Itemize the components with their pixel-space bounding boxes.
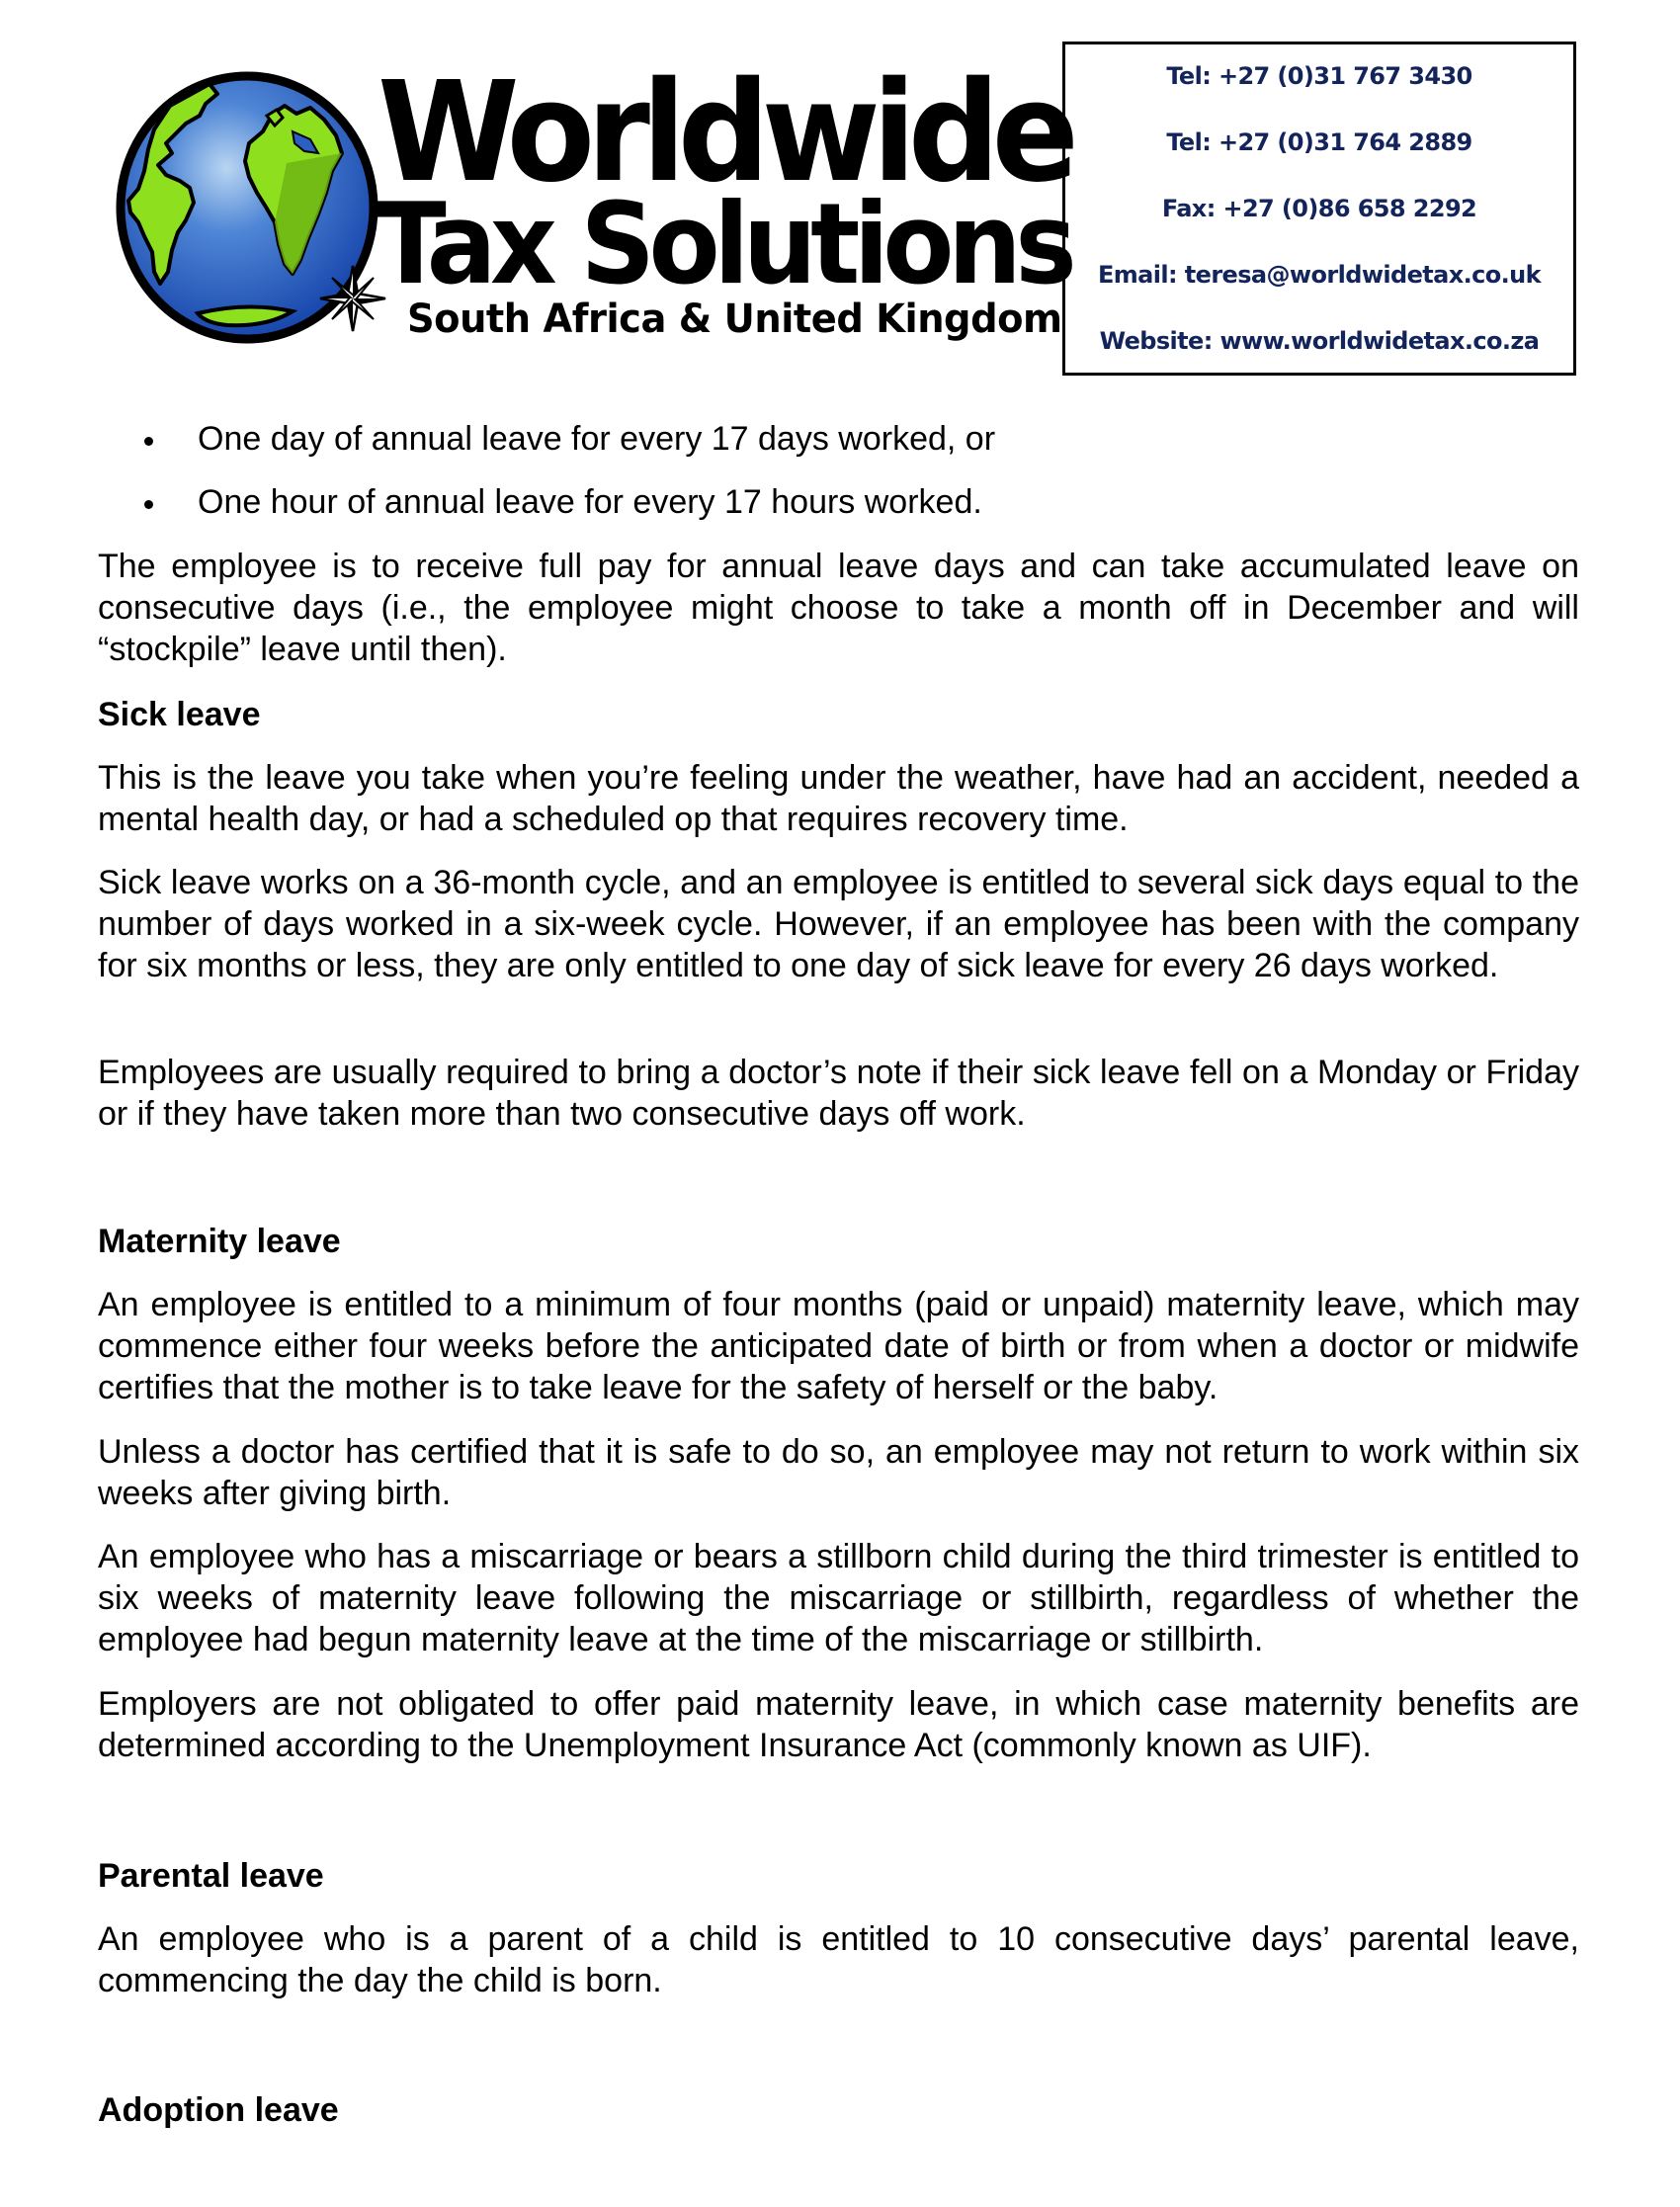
contact-fax: Fax: +27 (0)86 658 2292 — [1161, 195, 1477, 222]
contact-tel-2[interactable]: Tel: +27 (0)31 764 2889 — [1166, 128, 1472, 156]
company-logo — [99, 52, 1071, 371]
bullet-icon — [144, 500, 153, 509]
contact-email-link[interactable]: Email: teresa@worldwidetax.co.uk — [1097, 261, 1542, 289]
section-heading-sick-leave: Sick leave — [98, 696, 261, 733]
contact-tel-1[interactable]: Tel: +27 (0)31 767 3430 — [1166, 62, 1472, 90]
sick-leave-paragraph-2: Sick leave works on a 36-month cycle, and an employee is entitled to several sick days equal to the number of days worked in a six-week cycle. However, if an employee has been with the company for six months or less, they are only entitled to one day of sick leave for every 26 days worked. — [98, 864, 1579, 984]
list-item-text: One day of annual leave for every 17 days worked, or — [198, 420, 996, 458]
bullet-icon — [144, 437, 153, 446]
annual-leave-paragraph: The employee is to receive full pay for annual leave days and can take accumulated leave on consecutive days (i.e., the employee might choose to take a month off in December and will “stockpile” leave until then). — [98, 548, 1579, 668]
maternity-leave-paragraph-2: Unless a doctor has certified that it is safe to do so, an employee may not return to work within six weeks after giving birth. — [98, 1433, 1579, 1512]
list-item-text: One hour of annual leave for every 17 hours worked. — [198, 483, 982, 521]
logo-title-tax-solutions: Tax Solutions — [376, 179, 1071, 309]
section-heading-parental-leave: Parental leave — [98, 1857, 324, 1895]
parental-leave-paragraph-1: An employee who is a parent of a child is entitled to 10 consecutive days’ parental leave, commencing the day the child is born. — [98, 1920, 1579, 1999]
maternity-leave-paragraph-1: An employee is entitled to a minimum of four months (paid or unpaid) maternity leave, which may commence either four weeks before the anticipated date of birth or from when a doctor or midwife certifies that the mother is to take leave for the safety of herself or the baby. — [98, 1286, 1579, 1406]
logo-subtitle: South Africa & United Kingdom — [407, 297, 1062, 342]
section-heading-maternity-leave: Maternity leave — [98, 1223, 341, 1260]
contact-info-box — [1062, 42, 1576, 376]
sick-leave-paragraph-1: This is the leave you take when you’re feeling under the weather, have had an accident, needed a mental health day, or had a scheduled op that requires recovery time. — [98, 759, 1579, 838]
maternity-leave-paragraph-4: Employers are not obligated to offer paid maternity leave, in which case maternity benefits are determined according to the Unemployment Insurance Act (commonly known as UIF). — [98, 1685, 1579, 1764]
contact-website-link[interactable]: Website: www.worldwidetax.co.za — [1099, 327, 1540, 355]
logo-title-worldwide: Worldwide — [378, 52, 1071, 213]
sick-leave-paragraph-3: Employees are usually required to bring a doctor’s note if their sick leave fell on a Monday or Friday or if they have taken more than two consecutive days off work. — [98, 1054, 1579, 1133]
maternity-leave-paragraph-3: An employee who has a miscarriage or bears a stillborn child during the third trimester is entitled to six weeks of maternity leave following the miscarriage or stillbirth, regardless of whether the employee had begun maternity leave at the time of the miscarriage or stillbirth. — [98, 1538, 1579, 1658]
section-heading-adoption-leave: Adoption leave — [98, 2091, 339, 2129]
